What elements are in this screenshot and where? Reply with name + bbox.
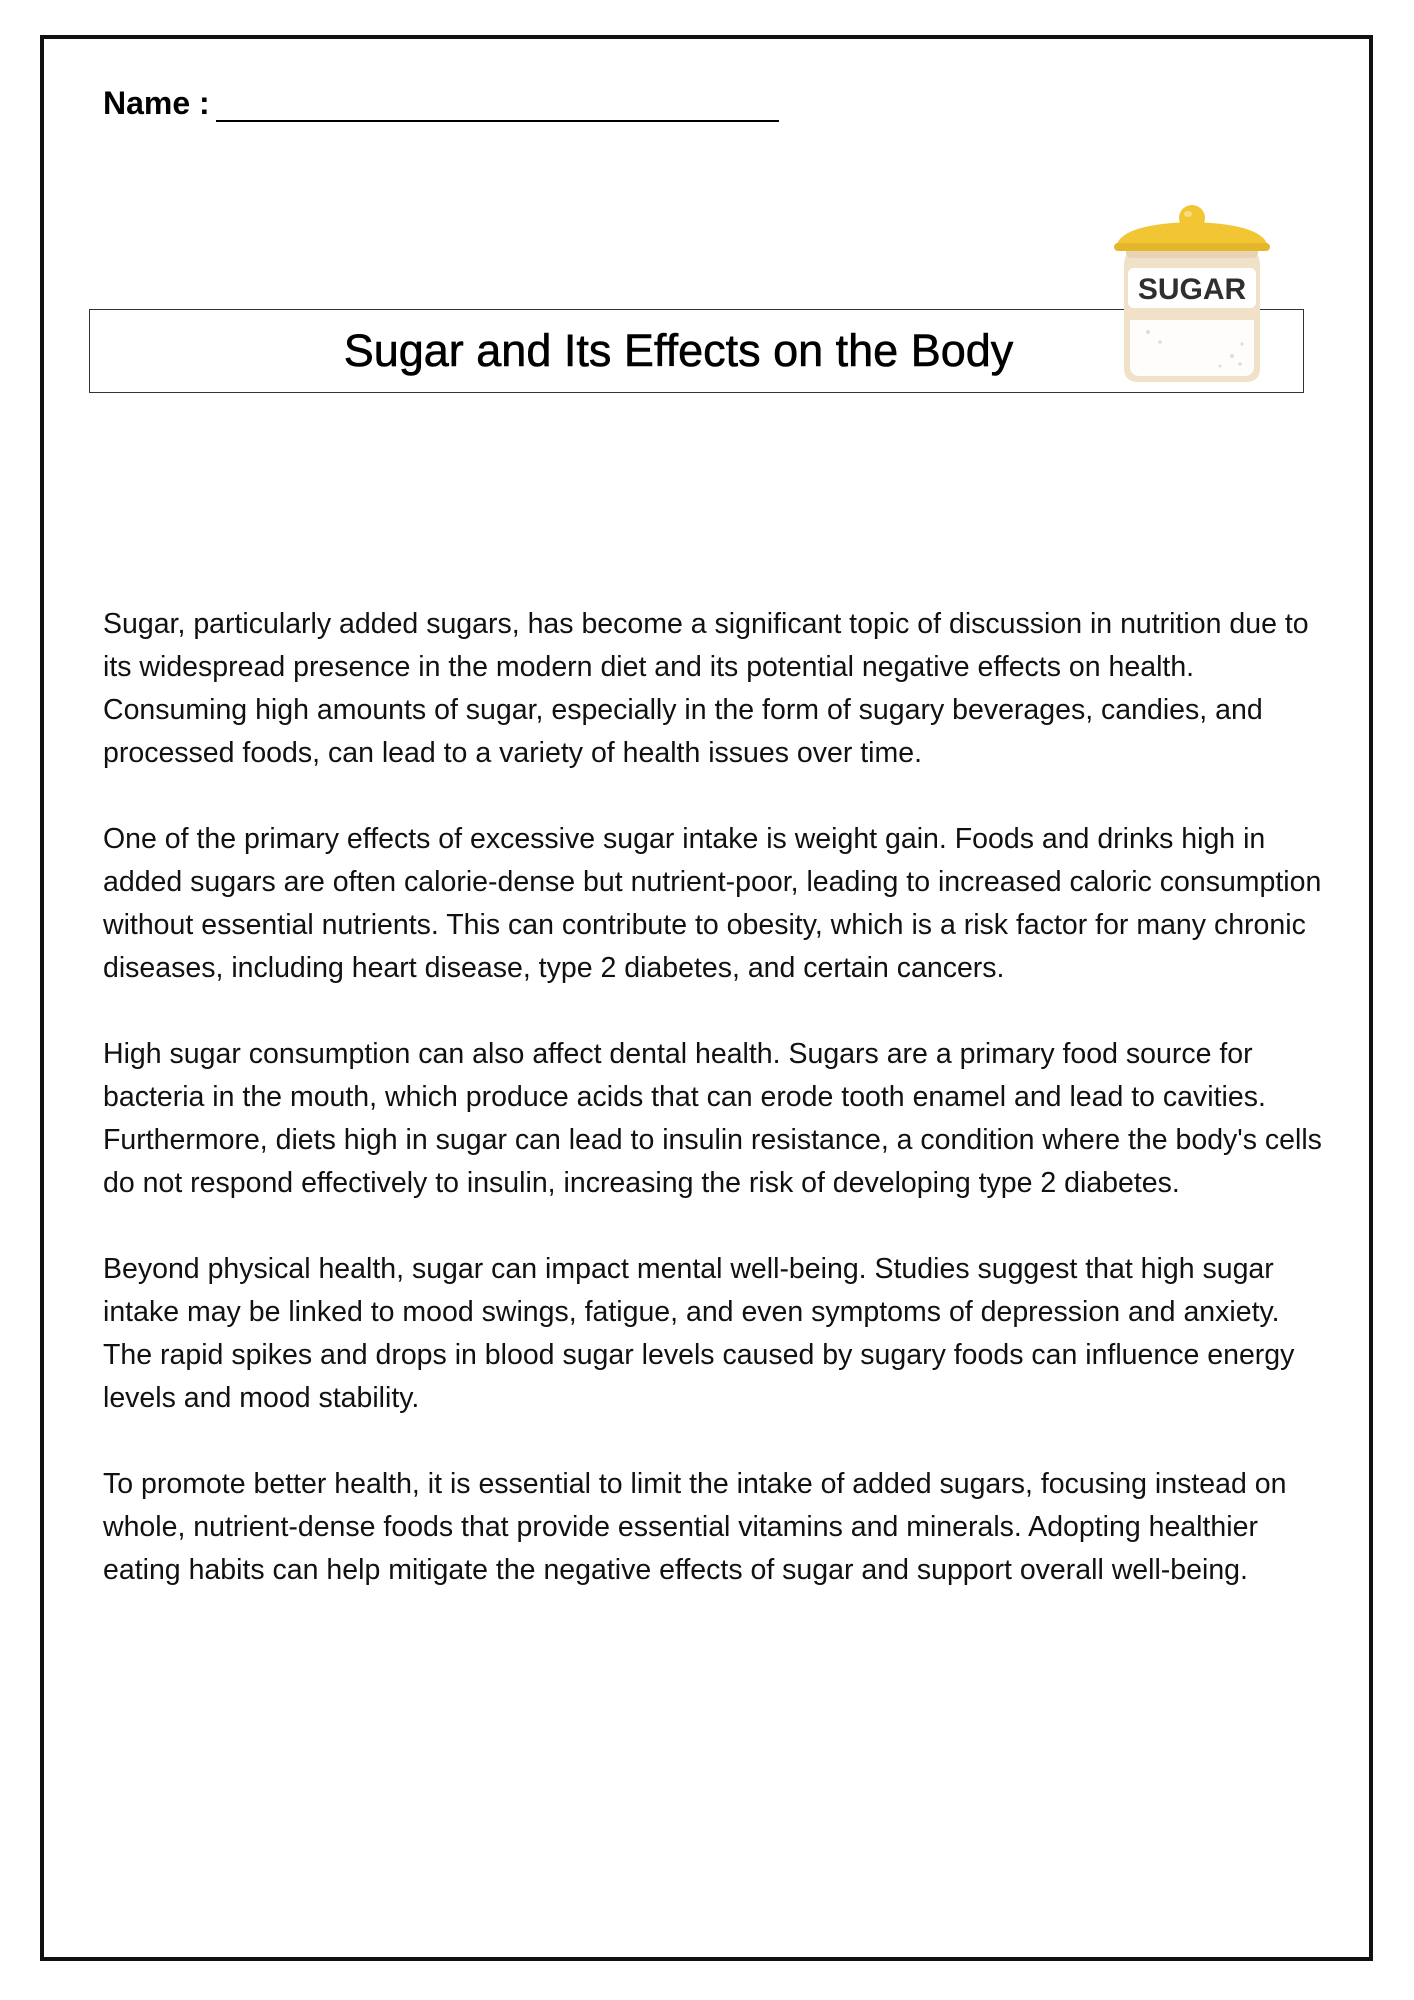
paragraph-dental-health: High sugar consumption can also affect dental health. Sugars are a primary food source for bacteria in the mouth, which produce acids that can erode tooth enamel and lead to cavities. Furthermore, diets high in sugar can lead to insulin resistance, a condition where the body's cells do not respond effectively to insulin, increasing the risk of developing type 2 diabetes. xyxy=(103,1038,1322,1199)
jar-knob-shine xyxy=(1184,211,1192,217)
page-title: Sugar and Its Effects on the Body xyxy=(343,325,1014,376)
article-body xyxy=(103,603,1333,1635)
sugar-jar-icon xyxy=(1100,196,1280,396)
name-field xyxy=(103,78,779,122)
paragraph-intro: Sugar, particularly added sugars, has become a significant topic of discussion in nutrition due to its widespread presence in the modern diet and its potential negative effects on health. Consuming high amounts of sugar, especially in the form of sugary beverages, candies, and processed foods, can lead to a variety of health issues over time. xyxy=(103,608,1309,769)
paragraph-recommendation: To promote better health, it is essential to limit the intake of added sugars, focusing instead on whole, nutrient-dense foods that provide essential vitamins and minerals. Adopting healthier eating habits can help mitigate the negative effects of sugar and support overall well-being. xyxy=(103,1468,1287,1586)
jar-lid-rim xyxy=(1114,243,1270,251)
name-label: Name : xyxy=(103,85,210,121)
paragraph-mental-wellbeing: Beyond physical health, sugar can impact mental well-being. Studies suggest that high sugar intake may be linked to mood swings, fatigue, and even symptoms of depression and anxiety. The rapid spikes and drops in blood sugar levels caused by sugary foods can influence energy levels and mood stability. xyxy=(103,1253,1295,1414)
jar-knob xyxy=(1179,205,1205,231)
name-blank-line[interactable] xyxy=(216,78,779,122)
jar-label-text: SUGAR xyxy=(1137,273,1247,306)
paragraph-weight-gain: One of the primary effects of excessive sugar intake is weight gain. Foods and drinks high in added sugars are often calorie-dense but nutrient-poor, leading to increased caloric consumption without essential nutrients. This can contribute to obesity, which is a risk factor for many chronic diseases, including heart disease, type 2 diabetes, and certain cancers. xyxy=(103,823,1322,984)
jar-sugar xyxy=(1130,320,1254,376)
